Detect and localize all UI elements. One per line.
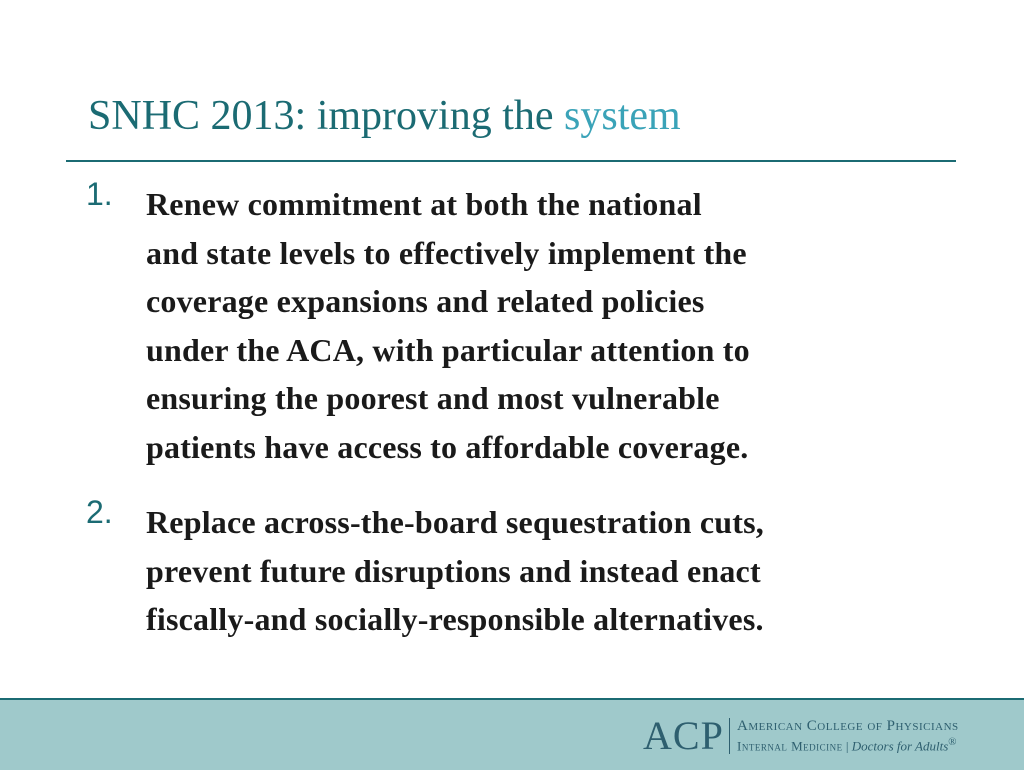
item-line: and state levels to effectively implement the [146, 234, 747, 271]
org-tagline [737, 736, 957, 754]
acp-logo-mark: ACP [643, 713, 724, 758]
list-item-2 [86, 494, 946, 644]
registered-mark: ® [948, 736, 957, 748]
item-line: Renew commitment at both the national [146, 186, 702, 222]
item-text [146, 180, 946, 471]
title-accent: system [564, 93, 681, 139]
item-line: patients have access to affordable coverage. [146, 428, 749, 465]
item-number: 2. [86, 494, 113, 530]
logo-divider [729, 718, 730, 754]
item-number: 1. [86, 176, 113, 212]
item-line: Replace across-the-board sequestration cuts, [146, 504, 764, 540]
tagline-right: Doctors for Adults [851, 738, 949, 754]
item-text [146, 498, 946, 644]
org-name: American College of Physicians [737, 718, 959, 734]
footer-band [0, 698, 1024, 770]
title-main: SNHC 2013: improving the [88, 93, 554, 139]
item-line: prevent future disruptions and instead enact [146, 552, 761, 589]
title-divider [66, 160, 956, 162]
item-line: coverage expansions and related policies [146, 283, 705, 319]
item-line: under the ACA, with particular attention to [146, 331, 750, 368]
list-item-1 [86, 176, 946, 471]
tagline-separator: | [845, 738, 849, 754]
item-line: ensuring the poorest and most vulnerable [146, 380, 720, 416]
slide-title [88, 92, 681, 140]
item-line: fiscally-and socially-responsible alternatives. [146, 601, 764, 637]
tagline-left: Internal Medicine [737, 738, 843, 754]
